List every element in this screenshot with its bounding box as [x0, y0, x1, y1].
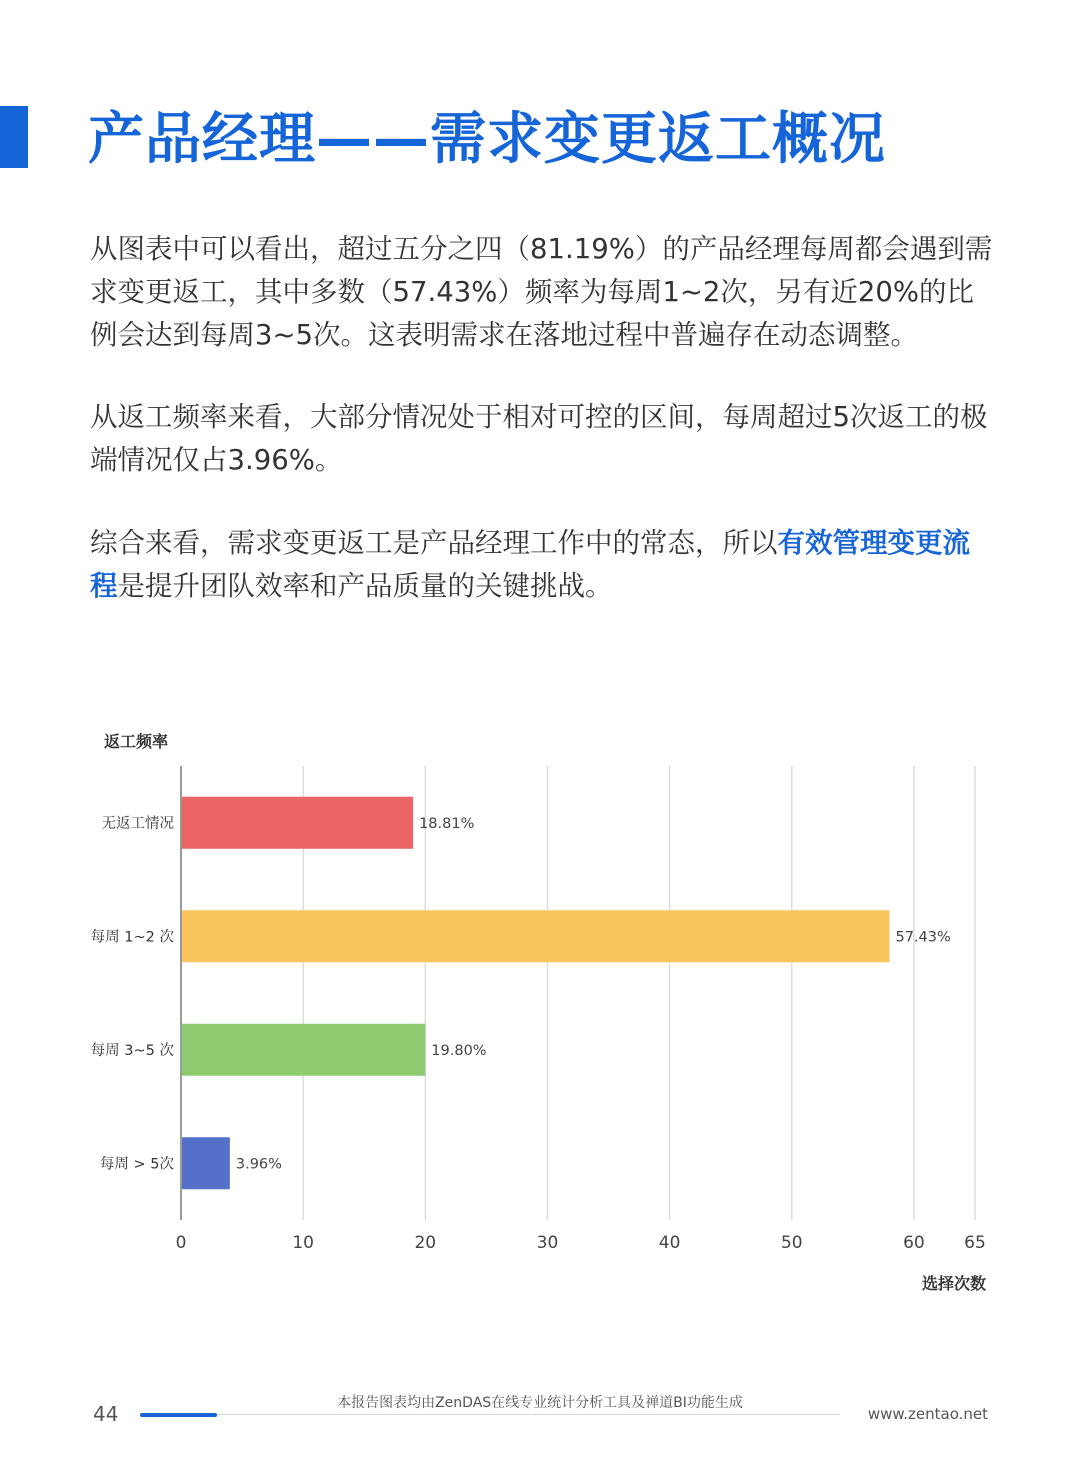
x-tick-label: 65: [964, 1233, 986, 1253]
footer-url[interactable]: www.zentao.net: [867, 1405, 988, 1423]
bar: [182, 910, 889, 962]
x-tick-label: 50: [780, 1233, 803, 1253]
chart-bars: [182, 797, 889, 1190]
paragraph-1: 从图表中可以看出，超过五分之四（81.19%）的产品经理每周都会遇到需求变更返工，其中多数（57.43%）频率为每周1~2次，另有近20%的比例会达到每周3~5次。这表明需求在落地过程中普遍存在动态调整。: [90, 233, 993, 351]
x-tick-label: 60: [903, 1233, 925, 1253]
data-label: 3.96%: [235, 1156, 282, 1173]
x-tick-label: 20: [414, 1233, 437, 1253]
paragraph-2: 从返工频率来看，大部分情况处于相对可控的区间，每周超过5次返工的极端情况仅占3.96%。: [90, 401, 988, 476]
data-label: 19.80%: [431, 1042, 487, 1059]
footer-divider: [217, 1414, 840, 1415]
paragraph-3: [90, 522, 995, 608]
bar: [182, 797, 413, 849]
paragraph-3-text-after: 是提升团队效率和产品质量的关键挑战。: [117, 570, 613, 602]
bar-chart: [0, 700, 1080, 1300]
category-label: 每周 > 5次: [99, 1156, 174, 1173]
y-axis-title: 返工频率: [104, 732, 169, 751]
paragraph-3-highlight: 有效管理变更流程: [90, 527, 970, 602]
data-label: 18.81%: [419, 815, 475, 832]
bar: [182, 1137, 230, 1189]
data-label: 57.43%: [895, 929, 951, 946]
paragraph-3-text-before: 综合来看，需求变更返工是产品经理工作中的常态，所以: [90, 527, 778, 559]
page-title: 产品经理——需求变更返工概况: [88, 107, 886, 172]
x-tick-label: 30: [536, 1233, 559, 1253]
bar: [182, 1024, 425, 1076]
x-tick-label: 10: [292, 1233, 314, 1253]
category-label: 每周 1~2 次: [90, 929, 174, 946]
x-tick-label: 0: [175, 1233, 187, 1253]
x-tick-label: 40: [658, 1233, 681, 1253]
category-label: 无返工情况: [101, 815, 174, 832]
footer-note: 本报告图表均由ZenDAS在线专业统计分析工具及禅道BI功能生成: [337, 1395, 743, 1411]
footer-accent-line: [140, 1413, 217, 1417]
x-axis-title: 选择次数: [921, 1274, 986, 1293]
page-number: 44: [93, 1402, 119, 1426]
category-label: 每周 3~5 次: [90, 1042, 174, 1059]
title-accent-bar: [0, 106, 28, 168]
